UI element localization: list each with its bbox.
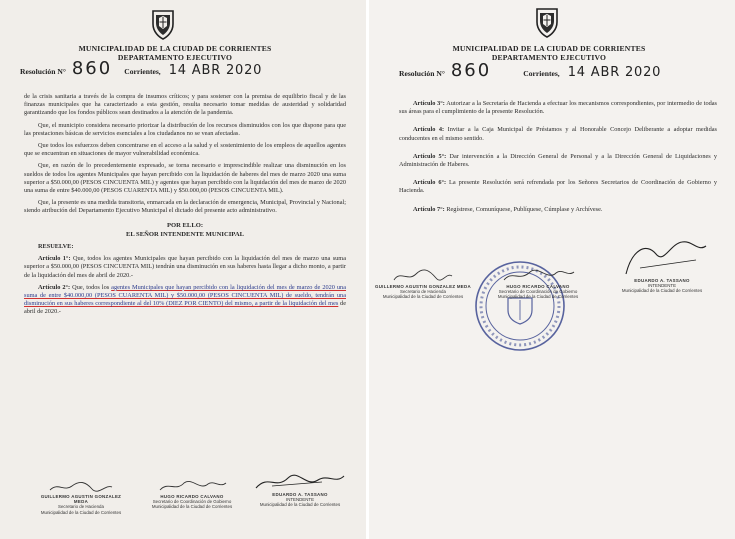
considerando-paragraph: Que, en razón de lo precedentemente expresado, se torna necesario e imprescindible realizar una disminución en los sueldos de todos los agentes Municipales que hayan percibido con la liquidación de haberes del mes de marzo 2020 una suma superior a $50.000,00 (PESOS CINCUENTA MIL) y agentes que hayan percibido con la liquidación del mes de marzo de 2020 una suma de entre $40.000,00 (PESOS CUARENTA MIL) y $50.000,00 (PESOS CINCUENTA MIL). bbox=[24, 162, 346, 195]
por-ello-heading: POR ELLO: bbox=[166, 221, 204, 229]
signer-title: INTENDENTE bbox=[647, 283, 677, 289]
letterhead-line2: DEPARTAMENTO EJECUTIVO bbox=[491, 53, 607, 62]
considerando-paragraph: Que, el municipio considera necesario priorizar la distribución de los recursos disminuidos con los que dispone para que las prestaciones básicas de servicios esenciales a los ciudadanos no se vean afectadas. bbox=[24, 121, 346, 137]
article-4-text: Invitar a la Caja Municipal de Préstamos y al Honorable Concejo Deliberante a adoptar medidas conducentes en el mismo sentido. bbox=[399, 126, 718, 142]
signer-name: GUILLERMO AGUSTIN GONZALEZ MEDA bbox=[375, 284, 471, 289]
article-3 bbox=[399, 100, 717, 116]
handwritten-signature-icon bbox=[388, 268, 458, 284]
signature-intendente bbox=[248, 470, 352, 508]
signer-office: Municipalidad de la Ciudad de Corrientes bbox=[151, 504, 233, 510]
article-5 bbox=[399, 153, 717, 169]
considerando-paragraph: Que, la presente es una medida transitoria, enmarcada en la declaración de emergencia, Municipal, Provincial y Nacional; siendo atribución del Departamento Ejecutivo Municipal el dictado del presente acto administrativo. bbox=[24, 199, 346, 215]
article-3-text: Autorizar a la Secretaría de Hacienda a efectuar los mecanismos correspondientes, por intermedio de todas sus áreas para el cumplimiento de la presente Resolución. bbox=[399, 100, 717, 116]
handwritten-signature-icon bbox=[612, 238, 712, 278]
signer-name: EDUARDO A. TASSANO bbox=[634, 278, 690, 283]
signature-secretario-gobierno bbox=[483, 266, 593, 300]
article-6-label: Artículo 6°: bbox=[413, 179, 447, 187]
article-2-text-after: de abril de 2020.- bbox=[24, 300, 346, 316]
handwritten-signature-icon bbox=[154, 478, 230, 494]
signer-office: Municipalidad de la Ciudad de Corrientes bbox=[259, 502, 341, 508]
article-7-label: Artículo 7°: bbox=[413, 205, 445, 213]
signer-office: Municipalidad de la Ciudad de Corrientes bbox=[621, 288, 703, 294]
resolution-body bbox=[399, 100, 717, 224]
signer-title: Secretario de Hacienda bbox=[400, 289, 446, 295]
article-2-label: Artículo 2°: bbox=[38, 283, 71, 291]
resuelve-heading: RESUELVE: bbox=[38, 243, 74, 251]
signature-secretario-hacienda bbox=[36, 480, 126, 515]
article-6-text: La presente Resolución será refrendada por los Señores Secretarios de Coordinación de Gobierno y Hacienda. bbox=[399, 179, 718, 195]
document-page-left bbox=[0, 0, 366, 539]
resolution-date-stamp: 14 ABR 2020 bbox=[168, 63, 263, 78]
signature-block bbox=[375, 238, 719, 338]
document-page-right bbox=[369, 0, 735, 539]
resolution-label: Resolución N° bbox=[20, 67, 66, 76]
article-7-text: Regístrese, Comuníquese, Publíquese, Cúmplase y Archívese. bbox=[446, 205, 603, 213]
signature-secretario-gobierno bbox=[140, 478, 244, 510]
signer-office: Municipalidad de la Ciudad de Corrientes bbox=[497, 294, 579, 300]
resolution-body bbox=[24, 93, 346, 321]
article-5-label: Artículo 5°: bbox=[413, 152, 447, 160]
article-3-label: Artículo 3°: bbox=[413, 100, 445, 107]
article-1-text: Que, todos los agentes Municipales que hayan percibido con la liquidación del mes de marzo una suma superior a $50.000,00 (PESOS CINCUENTA MIL) tendrán una disminución en sus haberes hasta llegar a dicho monto, a partir de la liquidación del mes de abril de 2020.- bbox=[24, 255, 346, 279]
handwritten-signature-icon bbox=[252, 470, 348, 492]
article-6 bbox=[399, 179, 717, 195]
article-2-text-before: Que, todos los bbox=[72, 283, 110, 291]
intendente-heading: EL SEÑOR INTENDENTE MUNICIPAL bbox=[125, 230, 245, 238]
signer-name: HUGO RICARDO CALVANO bbox=[160, 494, 224, 499]
resolution-number: 860 bbox=[450, 60, 492, 81]
article-1-label: Artículo 1°: bbox=[38, 255, 71, 263]
article-1 bbox=[24, 255, 346, 280]
considerando-paragraph: de la crisis sanitaria a través de la compra de insumos críticos; y para sostener con la premisa de equilibrio fiscal y de las finanzas municipales que ha caracterizado a esta gestión, resulta necesario tomar medidas de austeridad y solidaridad garantizando que los fondos públicos sean destinados a la atención de la pandemia. bbox=[24, 93, 346, 117]
letterhead-line2: DEPARTAMENTO EJECUTIVO bbox=[117, 53, 233, 62]
letterhead-line1: MUNICIPALIDAD DE LA CIUDAD DE CORRIENTES bbox=[452, 44, 646, 53]
handwritten-signature-icon bbox=[46, 480, 116, 494]
article-4-label: Artículo 4: bbox=[413, 126, 445, 134]
article-7 bbox=[399, 206, 717, 214]
article-2-highlighted-text: agentes Municipales que hayan percibido con la liquidación del mes de marzo de 2020 una suma de entre $40.000,00 (PESOS CUARENTA MIL) y $50.000,00 (PESOS CINCUENTA MIL) de sueldo, tendrán una disminución en sus haberes correspondiente al del 10% (DIEZ POR CIENTO) del mismo, a partir de la liquidación del mes bbox=[24, 283, 347, 308]
signer-title: Secretario de Hacienda bbox=[58, 504, 104, 510]
letterhead-line1: MUNICIPALIDAD DE LA CIUDAD DE CORRIENTES bbox=[78, 44, 272, 53]
resolution-city: Corrientes, bbox=[124, 67, 161, 76]
signer-office: Municipalidad de la Ciudad de Corrientes bbox=[40, 509, 122, 515]
signer-title: Secretario de Coordinación de Gobierno bbox=[152, 499, 232, 505]
resolution-label: Resolución N° bbox=[399, 69, 445, 78]
signer-name: EDUARDO A. TASSANO bbox=[272, 492, 328, 497]
signer-title: INTENDENTE bbox=[285, 497, 315, 503]
resolution-date-stamp: 14 ABR 2020 bbox=[567, 65, 662, 80]
signature-block bbox=[36, 470, 352, 530]
signer-name: GUILLERMO AGUSTIN GONZALEZ MEDA bbox=[40, 494, 122, 505]
article-5-text: Dar intervención a la Dirección General de Personal y a la Dirección General de Liquidaciones y Administración de Haberes. bbox=[399, 152, 717, 169]
article-2 bbox=[24, 284, 346, 317]
signature-intendente bbox=[607, 238, 717, 294]
resolution-number: 860 bbox=[71, 58, 113, 79]
signer-title: Secretario de Coordinación de Gobierno bbox=[498, 289, 578, 295]
resolution-line bbox=[399, 60, 661, 81]
handwritten-signature-icon bbox=[498, 266, 578, 284]
municipal-crest-icon bbox=[534, 6, 560, 38]
considerando-paragraph: Que todos los esfuerzos deben concentrarse en el acceso a la salud y el sostenimiento de los empleos de aquellos agentes que se encuentran en situaciones de mayor vulnerabilidad económica. bbox=[24, 142, 346, 158]
article-4 bbox=[399, 126, 717, 142]
signer-office: Municipalidad de la Ciudad de Corrientes bbox=[382, 294, 464, 300]
signer-name: HUGO RICARDO CALVANO bbox=[506, 284, 570, 289]
municipal-crest-icon bbox=[150, 8, 176, 40]
resolution-line bbox=[20, 58, 262, 79]
signature-secretario-hacienda bbox=[375, 268, 471, 300]
resolution-city: Corrientes, bbox=[523, 69, 560, 78]
